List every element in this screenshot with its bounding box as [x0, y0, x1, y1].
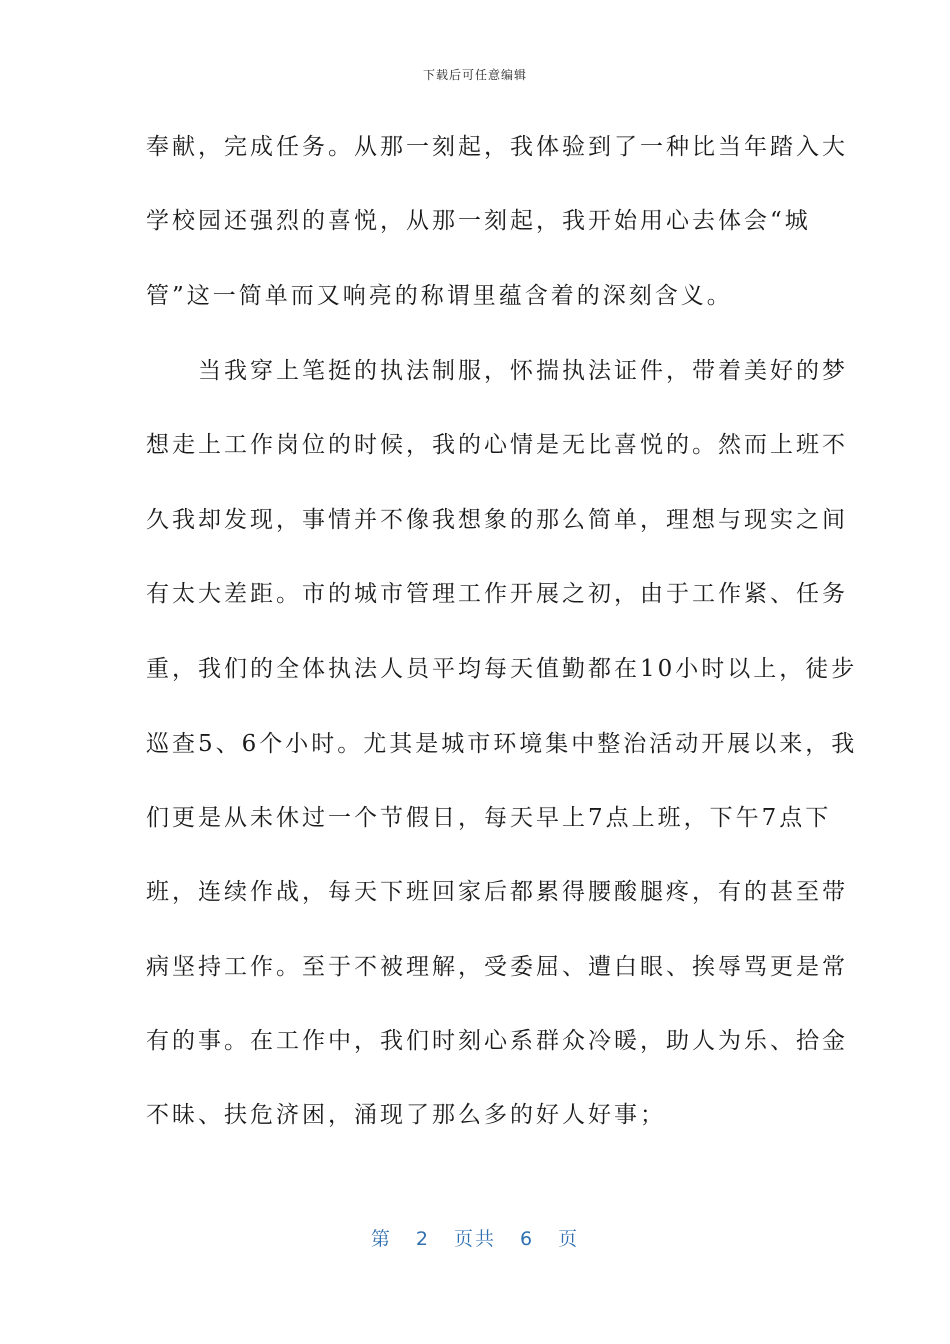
text-line: 学校园还强烈的喜悦，从那一刻起，我开始用心去体会“城 — [146, 208, 811, 234]
text-line: 想走上工作岗位的时候，我的心情是无比喜悦的。然而上班不 — [146, 432, 848, 458]
current-page-number: 2 — [415, 1228, 430, 1250]
text-line: 久我却发现，事情并不像我想象的那么简单，理想与现实之间 — [146, 507, 848, 533]
text-line: 班，连续作战，每天下班回家后都累得腰酸腿疼，有的甚至带 — [146, 879, 848, 905]
page-suffix: 页 — [558, 1228, 580, 1250]
total-page-number: 6 — [520, 1228, 535, 1250]
text-line: 有的事。在工作中，我们时刻心系群众冷暖，助人为乐、拾金 — [146, 1028, 848, 1054]
page-header-note: 下载后可任意编辑 — [422, 68, 527, 82]
page-middle: 页共 — [453, 1228, 496, 1250]
text-line: 奉献，完成任务。从那一刻起，我体验到了一种比当年踏入大 — [146, 134, 848, 160]
text-line: 当我穿上笔挺的执法制服，怀揣执法证件，带着美好的梦 — [146, 358, 848, 384]
text-line: 管”这一简单而又响亮的称谓里蕴含着的深刻含义。 — [146, 283, 733, 309]
text-line: 巡查5、6个小时。尤其是城市环境集中整治活动开展以来，我 — [146, 731, 858, 757]
page-number-footer — [0, 1224, 950, 1251]
text-line: 们更是从未休过一个节假日，每天早上7点上班，下午7点下 — [146, 805, 832, 831]
text-line: 病坚持工作。至于不被理解，受委屈、遭白眼、挨辱骂更是常 — [146, 954, 848, 980]
text-line: 重，我们的全体执法人员平均每天值勤都在10小时以上，徒步 — [146, 656, 858, 682]
text-line: 不昧、扶危济困，涌现了那么多的好人好事； — [146, 1102, 666, 1128]
text-line: 有太大差距。市的城市管理工作开展之初，由于工作紧、任务 — [146, 581, 848, 607]
page-prefix: 第 — [370, 1228, 392, 1250]
